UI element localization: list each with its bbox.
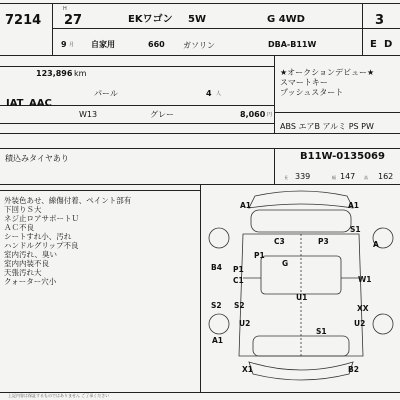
list-item: 下回りＳ大 xyxy=(4,205,42,214)
car-diagram xyxy=(203,186,399,390)
auction-score: 3 xyxy=(375,13,385,28)
recycle-fee: 8,060 xyxy=(240,110,266,119)
fuel-type: ガソリン xyxy=(183,41,215,50)
footer-disclaimer: 上記内容は保証するものではありません ご了承ください xyxy=(8,393,110,398)
damage-mark: S1 xyxy=(316,327,327,336)
damage-mark: C3 xyxy=(274,237,285,246)
damage-mark: P1 xyxy=(254,251,265,260)
exterior-grade: D xyxy=(384,39,393,50)
interior-grade: E xyxy=(370,39,377,50)
damage-mark: A1 xyxy=(240,201,252,210)
seat-unit: 人 xyxy=(216,91,222,97)
width-label: 幅 xyxy=(332,175,336,180)
damage-mark: A xyxy=(373,240,379,249)
sales-point-2: スマートキー xyxy=(280,78,328,87)
list-item: ＡＣ不良 xyxy=(4,223,34,232)
model-name: EKワゴン xyxy=(128,14,173,25)
door-type: 5W xyxy=(188,14,206,25)
list-item: 室内内装不良 xyxy=(4,259,49,268)
era: H xyxy=(63,6,67,12)
car-outline-bottom xyxy=(249,362,353,380)
body-color: パール xyxy=(94,89,118,98)
model-year: 27 xyxy=(64,13,83,28)
damage-mark: P1 xyxy=(233,265,244,274)
ac-type: AAC xyxy=(29,98,52,109)
month-unit: 月 xyxy=(69,42,75,48)
damage-mark: S2 xyxy=(211,301,222,310)
length-label: 長 xyxy=(284,175,288,180)
recycle-unit: 円 xyxy=(267,112,273,118)
shift-type: IAT xyxy=(6,98,24,109)
engine-displacement: 660 xyxy=(148,40,165,49)
damage-mark: S1 xyxy=(350,225,361,234)
notes-text: 積込みタイヤあり xyxy=(5,154,69,163)
equipment-list: ABS エアB アルミ PS PW xyxy=(280,122,374,131)
list-item: ハンドルグリップ不良 xyxy=(4,241,79,250)
list-item: 天張汚れ大 xyxy=(4,268,42,277)
damage-mark: U2 xyxy=(239,319,251,328)
list-item: クォーター穴小 xyxy=(4,277,57,286)
damage-mark: W1 xyxy=(358,275,372,284)
damage-mark: XX xyxy=(357,304,369,313)
wheel-front-left xyxy=(209,228,229,248)
car-hood xyxy=(251,210,351,232)
list-item: 室内汚れ、臭い xyxy=(4,250,57,259)
wheel-rear-right xyxy=(373,314,393,334)
damage-mark: C1 xyxy=(233,276,244,285)
height-label: 高 xyxy=(364,175,368,180)
color-code: W13 xyxy=(79,110,98,119)
list-item: ネジ止ロアサポートＵ xyxy=(4,214,79,223)
damage-mark: S2 xyxy=(234,301,245,310)
mileage-unit: km xyxy=(74,69,87,78)
registration-month: 9 xyxy=(61,40,67,49)
damage-mark: U1 xyxy=(296,293,308,302)
damage-mark: X1 xyxy=(242,365,254,374)
wheel-rear-left xyxy=(209,314,229,334)
mileage-value: 123,896 xyxy=(36,69,73,78)
damage-mark: B2 xyxy=(348,365,359,374)
list-item: シートすれ小、汚れ xyxy=(4,232,72,241)
damage-mark: P3 xyxy=(318,237,329,246)
height-value: 162 xyxy=(378,172,394,181)
damage-mark: A1 xyxy=(348,201,360,210)
width-value: 147 xyxy=(340,172,356,181)
usage-type: 自家用 xyxy=(91,40,115,49)
list-item: 外装色あせ、線傷付着、ペイント部有 xyxy=(4,196,132,205)
damage-mark: A1 xyxy=(212,336,224,345)
exterior-color-change: グレー xyxy=(150,110,174,119)
lot-number: 7214 xyxy=(5,13,42,28)
damage-mark: G xyxy=(282,259,289,268)
sales-point-3: プッシュスタート xyxy=(280,88,344,97)
sales-point-1: ★オークションデビュー★ xyxy=(280,68,375,77)
model-code: DBA-B11W xyxy=(268,40,317,49)
length-value: 339 xyxy=(295,172,311,181)
seat-count: 4 xyxy=(206,89,212,98)
car-outline-top xyxy=(249,191,353,208)
grade: G 4WD xyxy=(267,14,305,25)
damage-mark: B4 xyxy=(211,263,222,272)
chassis-number: B11W-0135069 xyxy=(300,151,385,162)
damage-mark: U2 xyxy=(354,319,366,328)
